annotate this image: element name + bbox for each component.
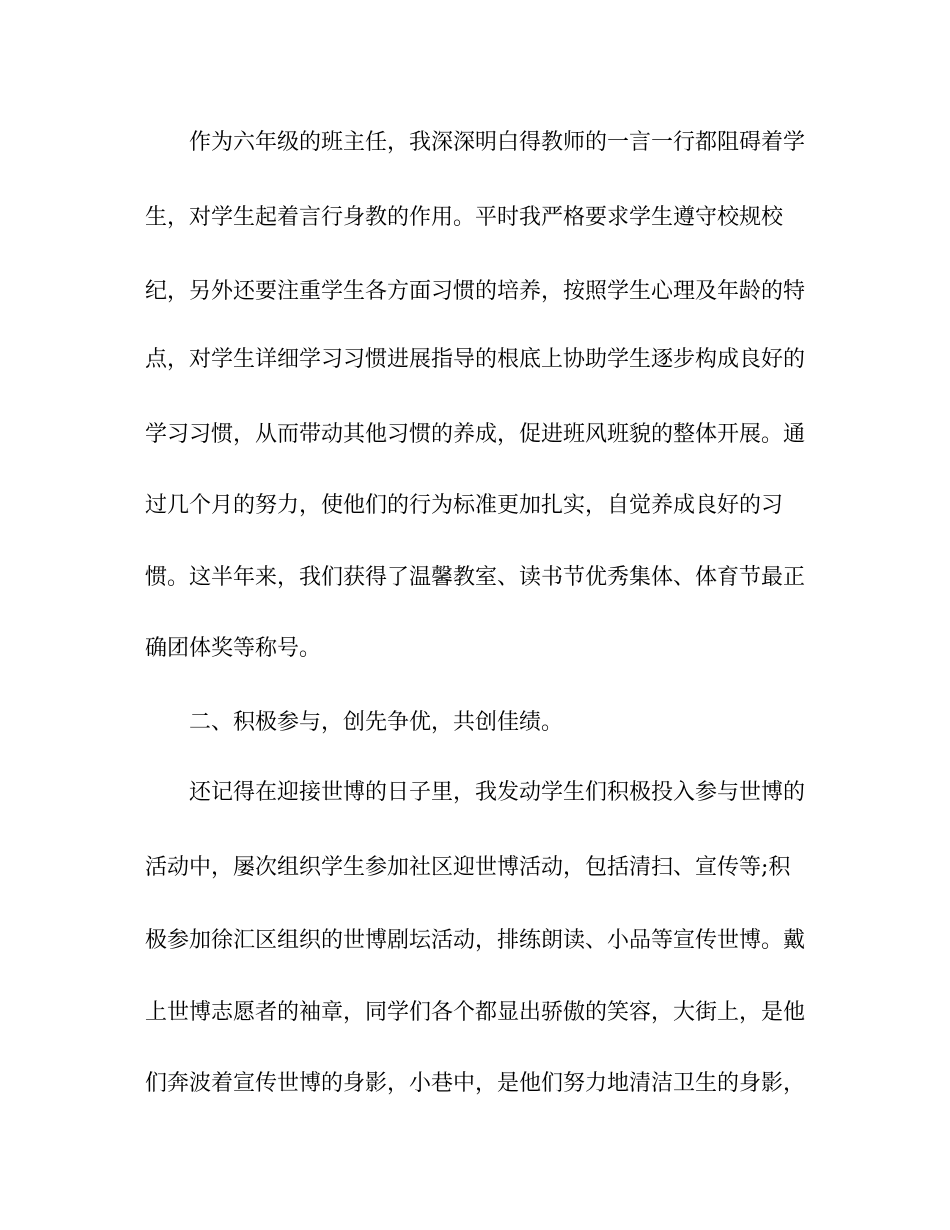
paragraph-line: 点，对学生详细学习习惯进展指导的根底上协助学生逐步构成良好的 (145, 347, 806, 372)
paragraph-line: 惯。这半年来，我们获得了温馨教室、读书节优秀集体、体育节最正 (145, 565, 806, 590)
paragraph-line: 学习习惯，从而带动其他习惯的养成，促进班风班貌的整体开展。通 (145, 422, 806, 447)
section-heading: 二、积极参与，创先争优，共创佳绩。 (189, 710, 564, 735)
paragraph-line: 极参加徐汇区组织的世博剧坛活动，排练朗读、小品等宣传世博。戴 (145, 928, 806, 953)
paragraph-line: 上世博志愿者的袖章，同学们各个都显出骄傲的笑容，大街上，是他 (145, 1000, 806, 1025)
paragraph-line: 纪，另外还要注重学生各方面习惯的培养，按照学生心理及年龄的特 (145, 279, 806, 304)
paragraph-line: 还记得在迎接世博的日子里，我发动学生们积极投入参与世博的 (189, 780, 806, 805)
paragraph-line: 活动中，屡次组织学生参加社区迎世博活动，包括清扫、宣传等;积 (145, 855, 791, 880)
paragraph-line: 确团体奖等称号。 (145, 636, 322, 661)
paragraph-line: 们奔波着宣传世博的身影，小巷中，是他们努力地清洁卫生的身影， (145, 1071, 806, 1096)
paragraph-line: 过几个月的努力，使他们的行为标准更加扎实，自觉养成良好的习 (145, 493, 784, 518)
paragraph-line: 生，对学生起着言行身教的作用。平时我严格要求学生遵守校规校 (145, 205, 784, 230)
paragraph-line: 作为六年级的班主任，我深深明白得教师的一言一行都阻碍着学 (189, 130, 806, 155)
